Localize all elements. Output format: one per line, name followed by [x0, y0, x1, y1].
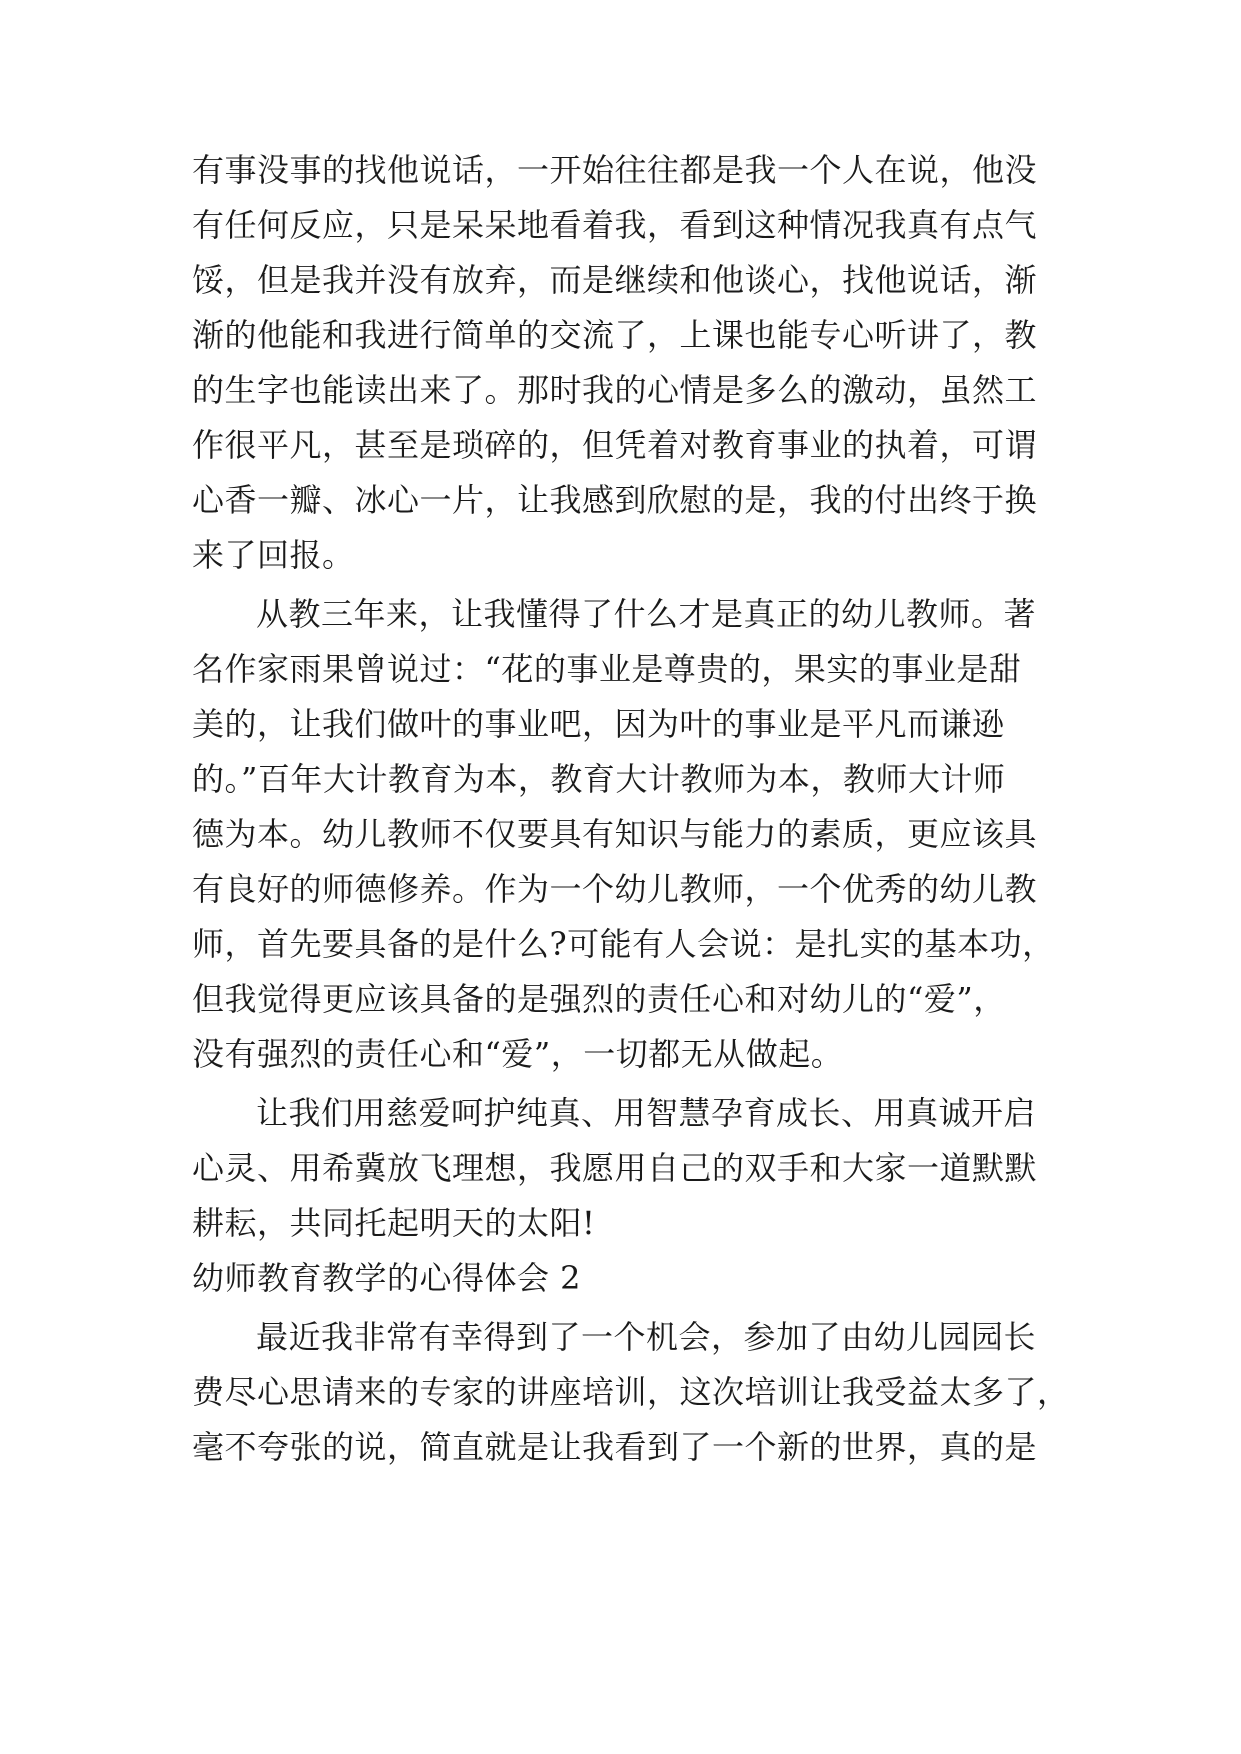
text-line: 作很平凡，甚至是琐碎的，但凭着对教育事业的执着，可谓	[192, 426, 1038, 464]
text-line: 馁，但是我并没有放弃，而是继续和他谈心，找他说话，渐	[192, 261, 1038, 299]
text-line: 来了回报。	[192, 536, 355, 574]
text-line: 毫不夸张的说，简直就是让我看到了一个新的世界，真的是	[192, 1428, 1038, 1466]
text-line: 渐的他能和我进行简单的交流了，上课也能专心听讲了，教	[192, 316, 1038, 354]
text-line: 心灵、用希冀放飞理想，我愿用自己的双手和大家一道默默	[192, 1149, 1038, 1187]
text-line: 心香一瓣、冰心一片，让我感到欣慰的是，我的付出终于换	[192, 481, 1038, 519]
text-line: 有良好的师德修养。作为一个幼儿教师，一个优秀的幼儿教	[192, 870, 1038, 908]
paragraph-first-line: 最近我非常有幸得到了一个机会，参加了由幼儿园园长	[256, 1318, 1037, 1356]
text-line: 师，首先要具备的是什么?可能有人会说：是扎实的基本功，	[192, 925, 1055, 963]
text-line: 美的，让我们做叶的事业吧，因为叶的事业是平凡而谦逊	[192, 705, 1005, 743]
text-line: 费尽心思请来的专家的讲座培训，这次培训让我受益太多了，	[192, 1373, 1070, 1411]
paragraph-first-line: 让我们用慈爱呵护纯真、用智慧孕育成长、用真诚开启	[256, 1094, 1037, 1132]
text-line: 的生字也能读出来了。那时我的心情是多么的激动，虽然工	[192, 371, 1038, 409]
text-line: 的。”百年大计教育为本，教育大计教师为本，教师大计师	[192, 760, 1006, 798]
text-line: 德为本。幼儿教师不仅要具有知识与能力的素质，更应该具	[192, 815, 1038, 853]
text-line: 有事没事的找他说话，一开始往往都是我一个人在说，他没	[192, 151, 1038, 189]
paragraph-first-line: 从教三年来，让我懂得了什么才是真正的幼儿教师。著	[256, 595, 1037, 633]
text-line: 名作家雨果曾说过：“花的事业是尊贵的，果实的事业是甜	[192, 650, 1022, 688]
text-line: 但我觉得更应该具备的是强烈的责任心和对幼儿的“爱”，	[192, 980, 1006, 1018]
text-line: 有任何反应，只是呆呆地看着我，看到这种情况我真有点气	[192, 206, 1038, 244]
section-heading: 幼师教育教学的心得体会 2	[192, 1259, 582, 1297]
text-line: 没有强烈的责任心和“爱”，一切都无从做起。	[192, 1035, 844, 1073]
text-line: 耕耘，共同托起明天的太阳!	[192, 1204, 596, 1242]
